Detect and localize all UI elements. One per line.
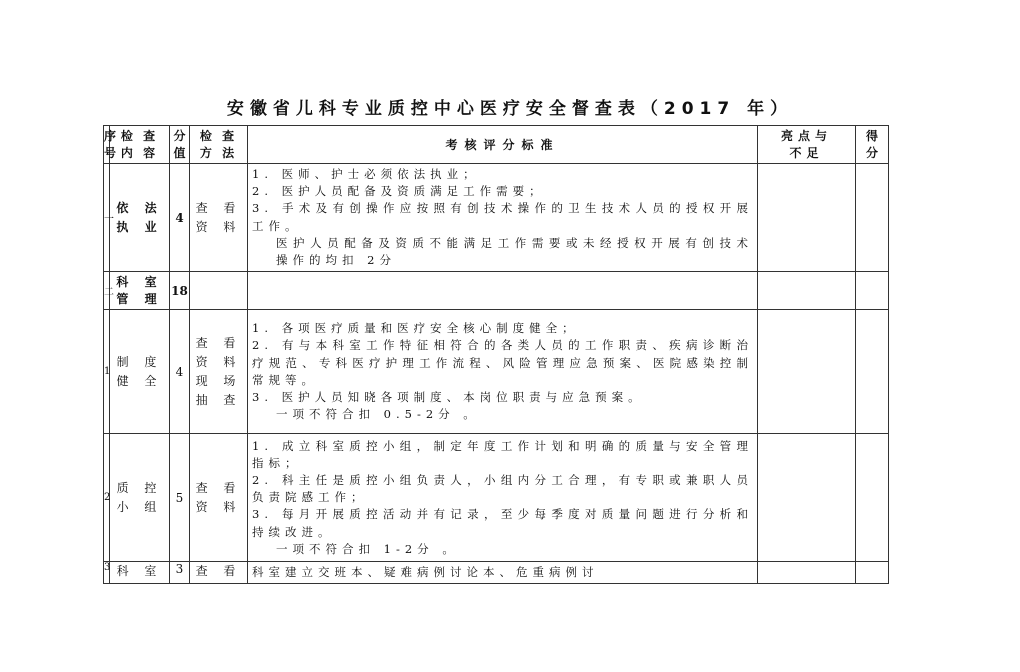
criteria-item: 3. 每月开展质控活动并有记录，至少每季度对质量问题进行分析和持续改进。 (252, 507, 753, 539)
table-row (104, 272, 889, 310)
row-item-line2: 执 业 (116, 219, 163, 234)
header-got-line1: 得 (865, 128, 878, 143)
row-criteria (248, 310, 758, 434)
criteria-item: 3. 手术及有创操作应按照有创技术操作的卫生技术人员的授权开展工作。 (252, 201, 753, 233)
row-item (110, 434, 170, 562)
header-method-line1: 检 查 (199, 128, 238, 143)
row-method (190, 272, 248, 310)
row-item-line1: 科 室 (116, 274, 163, 289)
header-criteria: 考核评分标准 (248, 126, 758, 164)
row-got-cell[interactable] (856, 434, 889, 562)
row-method (190, 310, 248, 434)
row-method (190, 164, 248, 272)
header-highlights (758, 126, 856, 164)
row-score: 3 (170, 562, 190, 584)
row-method-line2: 资 料 (195, 499, 242, 514)
criteria-deduction: 一项不符合扣 0.5-2分 。 (276, 407, 480, 422)
row-method-line3: 现 场 (195, 373, 242, 388)
row-seq: 一 (104, 164, 110, 272)
row-item-line1: 质 控 (116, 480, 163, 495)
row-method: 查 看 (190, 562, 248, 584)
row-method-line1: 查 看 (195, 200, 242, 215)
table-row (104, 164, 889, 272)
row-score: 4 (170, 164, 190, 272)
header-score-line1: 分 (173, 128, 186, 143)
criteria-item: 1. 各项医疗质量和医疗安全核心制度健全； (252, 321, 579, 336)
criteria-deduction: 一项不符合扣 1-2分 。 (276, 541, 459, 556)
row-got-cell[interactable] (856, 562, 889, 584)
row-item (110, 164, 170, 272)
table-row (104, 562, 889, 584)
row-item-line2: 健 全 (116, 373, 163, 388)
row-criteria (248, 434, 758, 562)
row-highlights-cell[interactable] (758, 562, 856, 584)
criteria-item: 2. 医护人员配备及资质满足工作需要； (252, 184, 546, 199)
row-got-cell[interactable] (856, 164, 889, 272)
row-criteria (248, 164, 758, 272)
row-score: 5 (170, 434, 190, 562)
row-seq: 1 (104, 310, 110, 434)
row-highlights-cell[interactable] (758, 310, 856, 434)
row-method-line4: 抽 查 (195, 392, 242, 407)
table-header-row (104, 126, 889, 164)
row-method (190, 434, 248, 562)
row-item (110, 272, 170, 310)
header-method (190, 126, 248, 164)
header-method-line2: 方 法 (199, 145, 238, 160)
header-got-line2: 分 (865, 145, 878, 160)
row-score: 18 (170, 272, 190, 310)
row-item-line2: 小 组 (116, 499, 163, 514)
row-method-line2: 资 料 (195, 354, 242, 369)
header-highlights-line1: 亮点与 (780, 128, 832, 143)
criteria-item: 2. 科主任是质控小组负责人，小组内分工合理，有专职或兼职人员负责院感工作； (252, 472, 753, 505)
header-got (856, 126, 889, 164)
row-method-line1: 查 看 (195, 480, 242, 495)
criteria-item: 1. 成立科室质控小组，制定年度工作计划和明确的质量与安全管理指标； (252, 438, 753, 470)
row-highlights-cell[interactable] (758, 164, 856, 272)
table-row (104, 434, 889, 562)
header-item-line2: 内 容 (120, 145, 159, 160)
row-highlights-cell[interactable] (758, 272, 856, 310)
header-seq-line1: 序 (104, 128, 117, 143)
criteria-item: 2. 有与本科室工作特征相符合的各类人员的工作职责、疾病诊断治疗规范、专科医疗护理工作流程、风险管理应急预案、医院感染控制常规等。 (252, 338, 753, 387)
header-seq-line2: 号 (104, 145, 117, 160)
header-item-line1: 检 查 (120, 128, 159, 143)
row-seq: 2 (104, 434, 110, 562)
page-title: 安徽省儿科专业质控中心医疗安全督查表（2017 年） (226, 99, 794, 119)
table-row (104, 310, 889, 434)
criteria-deduction: 医护人员配备及资质不能满足工作需要或未经授权开展有创技术操作的均扣 2分 (276, 235, 753, 268)
criteria-item: 3. 医护人员知晓各项制度、本岗位职责与应急预案。 (252, 389, 645, 404)
row-item: 科 室 (110, 562, 170, 584)
row-method-line2: 资 料 (195, 219, 242, 234)
row-score: 4 (170, 310, 190, 434)
row-item-line1: 依 法 (116, 200, 163, 215)
header-seq (104, 126, 117, 164)
row-criteria: 科室建立交班本、疑难病例讨论本、危重病例讨 (248, 562, 758, 584)
header-item (110, 126, 170, 164)
header-highlights-line2: 不足 (789, 145, 824, 160)
row-item-line2: 管 理 (116, 291, 163, 306)
row-seq: 二 (104, 272, 110, 310)
row-item-line1: 制 度 (116, 354, 163, 369)
row-seq: 3 (104, 562, 110, 584)
inspection-table (103, 125, 889, 584)
header-score (170, 126, 190, 164)
row-criteria (248, 272, 758, 310)
row-got-cell[interactable] (856, 310, 889, 434)
row-highlights-cell[interactable] (758, 434, 856, 562)
row-method-line1: 查 看 (195, 335, 242, 350)
header-score-line2: 值 (173, 145, 186, 160)
row-got-cell[interactable] (856, 272, 889, 310)
row-item (110, 310, 170, 434)
criteria-item: 1. 医师、护士必须依法执业； (252, 167, 480, 181)
